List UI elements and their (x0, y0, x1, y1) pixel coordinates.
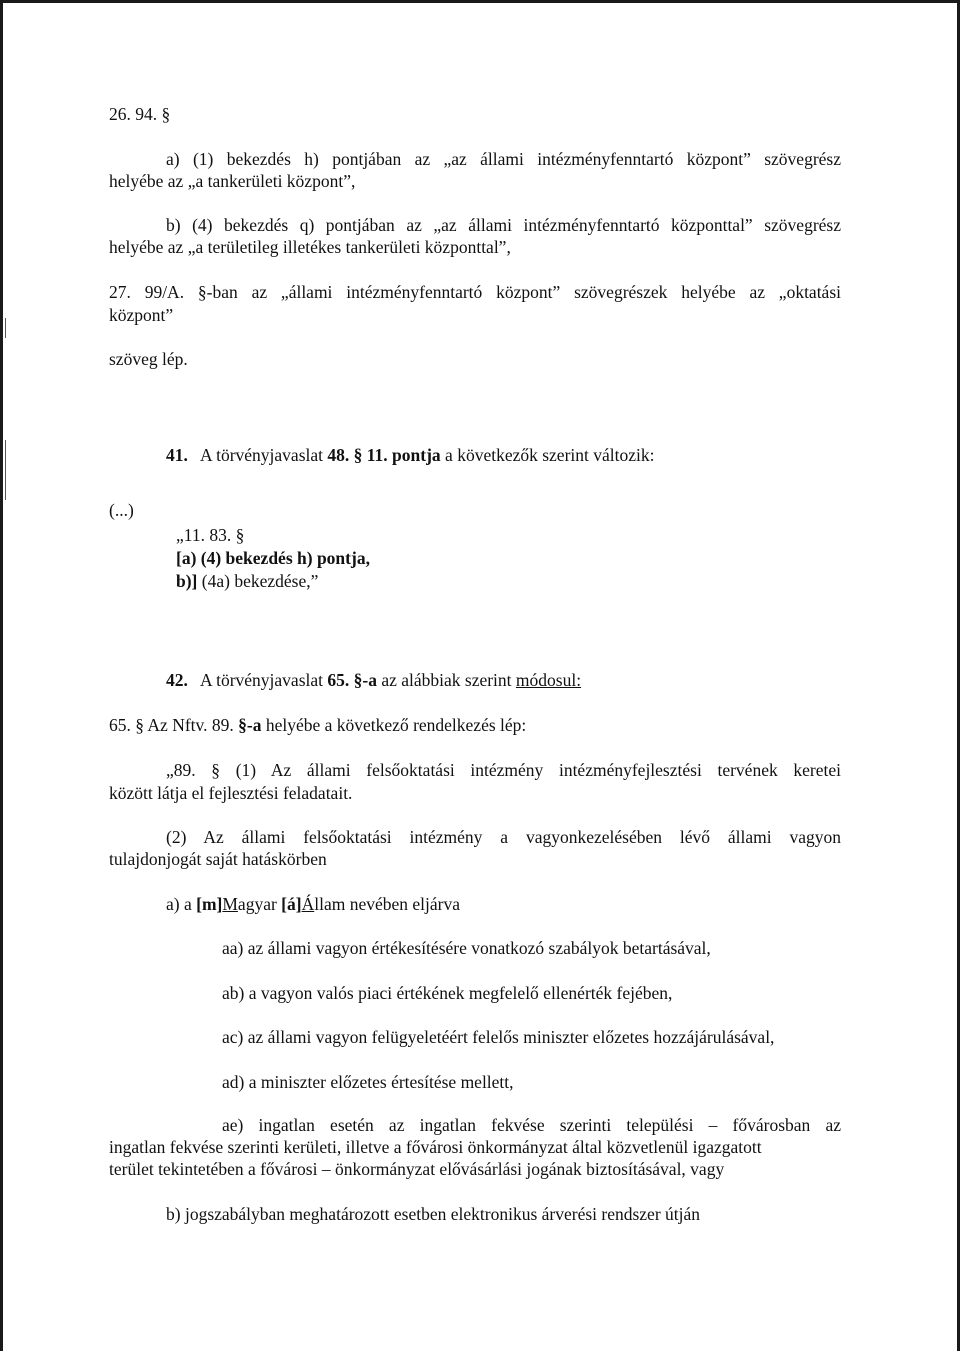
point-ad: ad) a miniszter előzetes értesítése mellett, (222, 1072, 514, 1092)
amendment-41-number: 41. (166, 445, 188, 465)
amendment-42-number: 42. (166, 670, 188, 690)
point-ae-line3: terület tekintetében a fővárosi – önkormányzat elővásárlási jogának biztosításával, vagy (109, 1159, 725, 1179)
paragraph-65 (109, 714, 526, 736)
paragraph-b4-line1: b) (4) bekezdés q) pontjában az „az állami intézményfenntartó központtal” szövegrész (166, 215, 841, 235)
point-ae-line1: ae) ingatlan esetén az ingatlan fekvése szerinti települési – fővárosban az (222, 1115, 841, 1135)
paragraph-27-line3: szöveg lép. (109, 349, 188, 369)
margin-mark (5, 440, 6, 500)
paragraph-27-line1: 27. 99/A. §-ban az „állami intézményfenntartó központ” szövegrészek helyébe az „oktatási (109, 282, 841, 302)
amendment-41 (166, 444, 654, 466)
section-heading: 26. 94. § (109, 104, 171, 124)
point-a-mid: agyar (237, 894, 277, 914)
point-a-deleted-a: [á] (281, 894, 302, 914)
point-ae-line2: ingatlan fekvése szerinti kerületi, illetve a fővárosi önkormányzat által közvetlenül igazgatott (109, 1137, 762, 1157)
amendment-41-text1: A törvényjavaslat (200, 445, 323, 465)
point-a-post: llam nevében eljárva (314, 894, 460, 914)
paragraph-2-line2: tulajdonjogát saját hatáskörben (109, 849, 327, 869)
amendment-42 (166, 669, 581, 691)
paragraph-65-rest: helyébe a következő rendelkezés lép: (265, 715, 527, 735)
point-a-deleted-m: [m] (196, 894, 223, 914)
paragraph-89-line1: „89. § (1) Az állami felsőoktatási intézmény intézményfejlesztési tervének keretei (166, 760, 841, 780)
amendment-42-text2: az alábbiak szerint (381, 670, 512, 690)
paragraph-a1-line1: a) (1) bekezdés h) pontjában az „az állami intézményfenntartó központ” szövegrész (166, 149, 841, 169)
ellipsis: (...) (109, 500, 134, 520)
point-a-pre: a) a (166, 894, 192, 914)
page-border-left (0, 0, 3, 1351)
quote-line1: „11. 83. § (176, 525, 245, 545)
point-a (166, 893, 460, 915)
amendment-42-ref: 65. §-a (327, 670, 377, 690)
paragraph-89-line2: között látja el fejlesztési feladatait. (109, 783, 353, 803)
page-border-top (0, 0, 960, 3)
paragraph-b4-line2: helyébe az „a területileg illetékes tankerületi központtal”, (109, 237, 511, 257)
amendment-42-text1: A törvényjavaslat (200, 670, 323, 690)
paragraph-65-ref: 65. § Az Nftv. 89. (109, 715, 234, 735)
amendment-41-ref: 48. § 11. (327, 445, 388, 465)
point-aa: aa) az állami vagyon értékesítésére vonatkozó szabályok betartásával, (222, 938, 711, 958)
quote-line2 (176, 547, 370, 569)
paragraph-27-line2: központ” (109, 305, 174, 325)
paragraph-2-line1: (2) Az állami felsőoktatási intézmény a vagyonkezelésében lévő állami vagyon (166, 827, 841, 847)
quote-line3 (176, 570, 318, 592)
point-ab: ab) a vagyon valós piaci értékének megfelelő ellenérték fejében, (222, 983, 673, 1003)
point-a-inserted-m: M (222, 894, 238, 914)
quote-line3-bold: b)] (176, 571, 198, 591)
amendment-41-text2: pontja (392, 445, 441, 465)
margin-mark (5, 318, 6, 338)
quote-line2-bold: [a) (4) bekezdés h) pontja, (176, 548, 370, 568)
point-ac: ac) az állami vagyon felügyeletéért felelős miniszter előzetes hozzájárulásával, (222, 1027, 775, 1047)
amendment-42-text3: módosul: (515, 670, 582, 690)
paragraph-65-bold: §-a (238, 715, 262, 735)
point-b: b) jogszabályban meghatározott esetben elektronikus árverési rendszer útján (166, 1204, 701, 1224)
point-a-inserted-a: Á (301, 894, 315, 914)
amendment-41-text3: a következők szerint változik: (445, 445, 655, 465)
paragraph-a1-line2: helyébe az „a tankerületi központ”, (109, 171, 356, 191)
quote-line3-rest: (4a) bekezdése,” (201, 571, 319, 591)
